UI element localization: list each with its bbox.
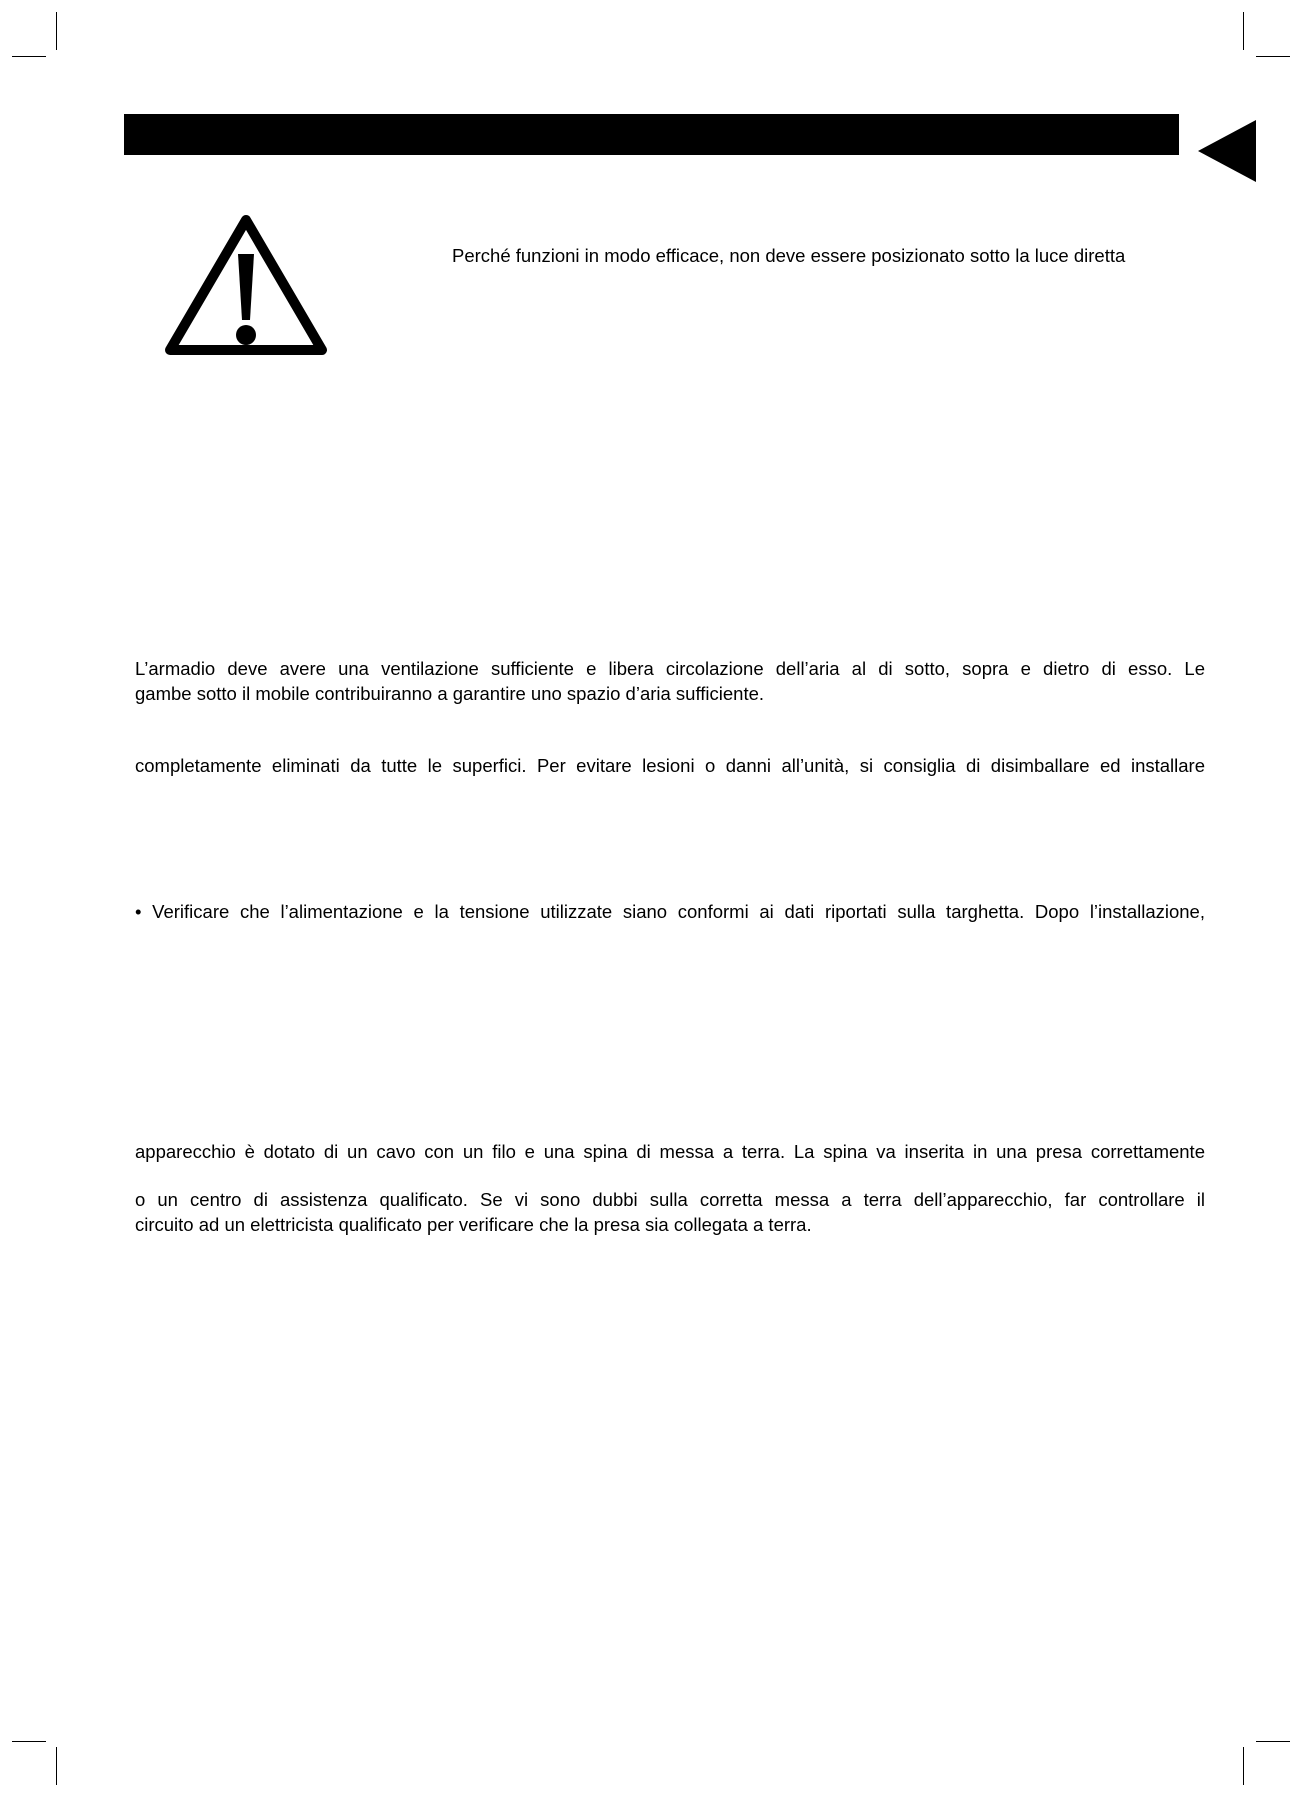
paragraph-5-line-1: apparecchio è dotato di un cavo con un filo e una spina di messa a terra. La spina va inserita in una presa correttamente	[135, 1141, 1205, 1162]
crop-mark	[1256, 56, 1290, 57]
triangle-left-icon	[1198, 120, 1256, 182]
paragraph-6-line-1: o un centro di assistenza qualificato. Se vi sono dubbi sulla corretta messa a terra dell’apparecchio, far controllare il	[135, 1189, 1205, 1210]
warning-triangle-icon	[162, 210, 330, 358]
paragraph-2-line-2: gambe sotto il mobile contribuiranno a garantire uno spazio d’aria sufficiente.	[135, 683, 765, 704]
header-bar	[124, 114, 1179, 155]
crop-mark	[56, 12, 57, 50]
paragraph-1-line-1: Perché funzioni in modo efficace, non deve essere posizionato sotto la luce diretta	[452, 245, 1126, 266]
crop-mark	[12, 56, 46, 57]
paragraph-6-line-2: circuito ad un elettricista qualificato per verificare che la presa sia collegata a terra.	[135, 1214, 812, 1235]
crop-mark	[56, 1747, 57, 1785]
crop-mark	[12, 1741, 46, 1742]
crop-mark	[1256, 1741, 1290, 1742]
crop-mark	[1243, 12, 1244, 50]
paragraph-4-line-1: • Verificare che l’alimentazione e la tensione utilizzate siano conformi ai dati riportati sulla targhetta. Dopo l’installazione,	[135, 901, 1205, 922]
paragraph-2-line-1: L’armadio deve avere una ventilazione sufficiente e libera circolazione dell’aria al di sotto, sopra e dietro di esso. Le	[135, 658, 1205, 679]
crop-mark	[1243, 1747, 1244, 1785]
paragraph-3-line-1: completamente eliminati da tutte le superfici. Per evitare lesioni o danni all’unità, si consiglia di disimballare ed installare	[135, 755, 1205, 776]
